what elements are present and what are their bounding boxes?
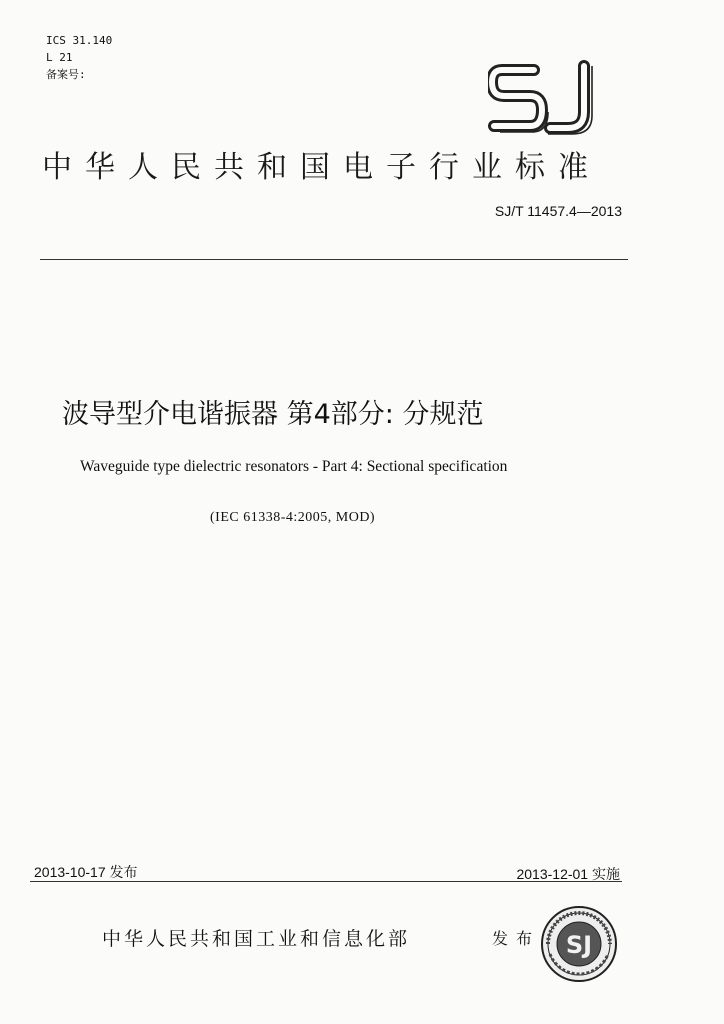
sj-logo-icon xyxy=(488,60,602,136)
organization-title: 中华人民共和国电子行业标准 xyxy=(42,150,601,185)
english-title: Waveguide type dielectric resonators - Part 4: Sectional specification xyxy=(80,458,508,475)
ics-code: ICS 31.140 xyxy=(46,34,113,47)
publish-date: 2013-10-17 发布 xyxy=(34,864,138,880)
issuing-ministry: 中华人民共和国工业和信息化部 xyxy=(102,928,411,950)
footer-divider xyxy=(30,881,622,882)
seal-logo-text: SJ xyxy=(565,931,593,959)
iec-equivalence: (IEC 61338-4:2005, MOD) xyxy=(210,510,376,525)
implement-date: 2013-12-01 实施 xyxy=(516,866,620,882)
standard-number: SJ/T 11457.4—2013 xyxy=(494,203,622,219)
header-divider xyxy=(40,259,628,260)
chinese-title: 波导型介电谐振器 第4部分: 分规范 xyxy=(62,399,484,430)
ministry-seal-icon xyxy=(534,904,624,984)
issue-label: 发布 xyxy=(492,929,541,948)
record-number-label: 备案号: xyxy=(46,68,86,81)
classification-code: L 21 xyxy=(46,51,73,64)
